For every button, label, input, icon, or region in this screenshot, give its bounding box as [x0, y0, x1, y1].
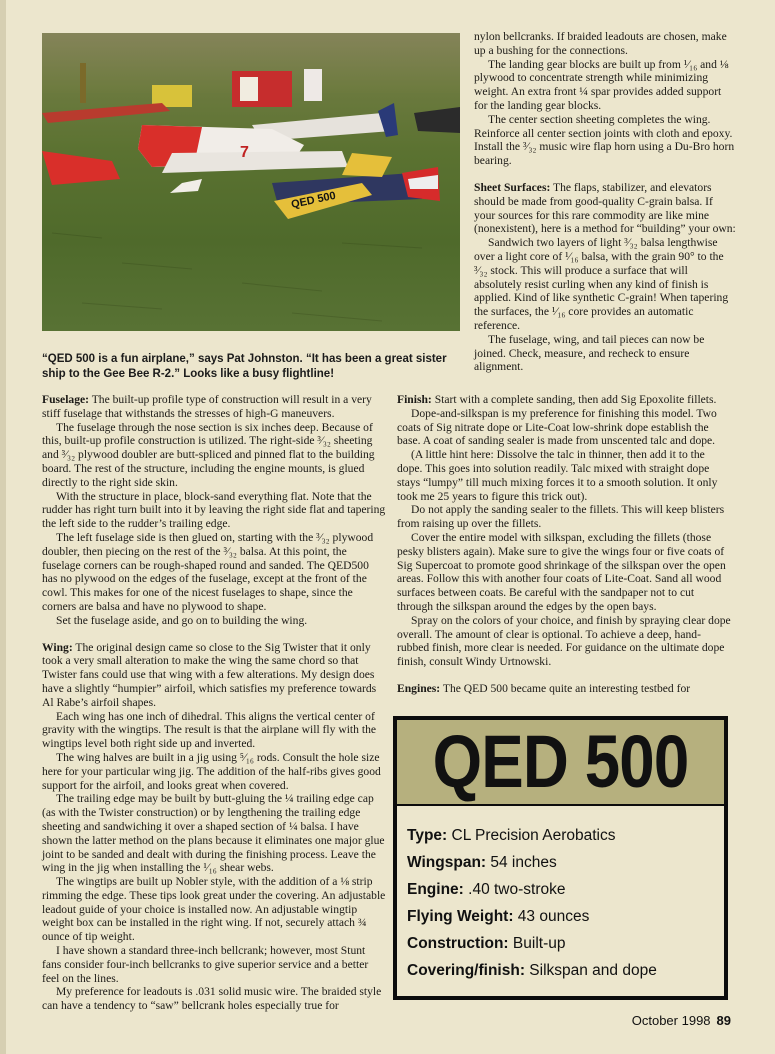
- spec-value: Silkspan and dope: [524, 962, 657, 979]
- spec-key: Flying Weight:: [407, 908, 514, 925]
- spec-list: [397, 806, 724, 996]
- paragraph: The landing gear blocks are built up from ¹⁄₁₆ and ⅛ plywood to concentrate strength while minimizing weight. An extra front ¼ spar provides added support for the landing gear blocks.: [474, 57, 729, 112]
- flightline-photo: [42, 33, 460, 331]
- photo-caption: “QED 500 is a fun airplane,” says Pat Johnston. “It has been a great sister ship to the Gee Bee R-2.” Looks like a busy flightline!: [42, 353, 447, 380]
- paragraph: My preference for leadouts is .031 solid music wire. The braided style can have a tendency to “saw” bellcrank holes especially true for: [42, 985, 382, 1013]
- paragraph: The flaps, stabilizer, and elevators should be made from good-quality C-grain balsa. If your sources for this rare commodity are like mine (nonexistent), here is a method for “building” your own:: [474, 180, 736, 236]
- spec-value: Built-up: [508, 935, 566, 952]
- page-edge: [0, 0, 6, 1054]
- paragraph: Sandwich two layers of light ³⁄₃₂ balsa lengthwise over a light core of ¹⁄₁₆ balsa, with the grain 90° to the ³⁄₃₂ stock. This will produce a surface that will absolutely resist curling when any kind of finish is applied. Kind of like synthetic C-grain! When tapering the surfaces, the ¹⁄₁₆ core provides an automatic reference.: [474, 236, 729, 332]
- spec-key: Wingspan:: [407, 854, 487, 871]
- fuselage-section: [42, 393, 387, 421]
- page-footer: [632, 1013, 731, 1028]
- spec-row-engine: [407, 876, 724, 903]
- plane-name-label: QED 500: [290, 189, 337, 211]
- paragraph: The fuselage through the nose section is six inches deep. Because of this, built-up profile construction is utilized. The right-side ³⁄₃₂ sheeting and ³⁄₃₂ plywood doubler are butt-spliced and pinned flat to the building board. The rest of the structure, including the engine mounts, is glued directly to the right side skin.: [42, 420, 375, 489]
- spec-row-construction: [407, 930, 724, 957]
- paragraph: The fuselage, wing, and tail pieces can now be joined. Check, measure, and recheck to ensure alignment.: [474, 332, 705, 374]
- finish-section: [397, 393, 732, 407]
- paragraph: The wing halves are built in a jig using ⁵⁄₁₆ rods. Consult the hole size here for your particular wing jig. The addition of the half-ribs gives good support for the airfoil, and looks great when covered.: [42, 750, 381, 792]
- paragraph: With the structure in place, block-sand everything flat. Note that the rudder has right turn built into it by leaving the right side flat and tapering the left side to the rudder’s trailing edge.: [42, 489, 386, 531]
- paragraph: The QED 500 became quite an interesting testbed for: [440, 681, 691, 695]
- engines-section: [397, 682, 732, 696]
- spec-key: Construction:: [407, 935, 509, 952]
- paragraph: The trailing edge may be built by butt-gluing the ¼ trailing edge cap (as with the Twister construction) or by lengthening the trailing edge sheeting and sandwiching it over a shaped section of ¼ balsa. I have shown the latter method on the plans because it eliminates one major glue joint to be sanded and dealt with during the finishing process. Leave the wing in the jig when installing the ¹⁄₁₆ shear webs.: [42, 792, 385, 875]
- spec-key: Type:: [407, 827, 448, 844]
- spec-title: QED 500: [432, 720, 689, 803]
- spec-row-wingspan: [407, 849, 724, 876]
- spec-row-covering: [407, 957, 724, 984]
- paragraph: Cover the entire model with silkspan, excluding the fillets (those pesky blisters again). Make sure to give the wings four or five coats of Sig Supercoat to promote good shrinkage of the silkspan over the open areas. Follow this with another four coats of Lite-Coat. Sand all wood surfaces between coats. Be careful with the sandpaper not to cut through the silkspan around the edges by the open bays.: [397, 530, 726, 613]
- page-number: 89: [716, 1013, 731, 1028]
- paragraph: Start with a complete sanding, then add Sig Epoxolite fillets.: [431, 393, 717, 406]
- spec-value: 54 inches: [486, 854, 557, 871]
- spec-value: CL Precision Aerobatics: [447, 827, 616, 844]
- spec-row-type: [407, 822, 724, 849]
- spec-row-weight: [407, 903, 724, 930]
- paragraph: The wingtips are built up Nobler style, with the addition of a ⅛ strip rimming the edge. These tips look great under the covering. An adjustable leadout guide of your choice is installed now. An adjustable wingtip weight box can be installed in the right wing. If not, securely attach ¾ ounce of tip weight.: [42, 875, 386, 944]
- plane-number-label: 7: [240, 144, 249, 161]
- issue-date: October 1998: [631, 1013, 711, 1028]
- column-top-right: [474, 30, 736, 374]
- section-heading: Wing:: [42, 640, 73, 654]
- section-heading: Fuselage:: [42, 393, 90, 406]
- spec-value: 43 ounces: [513, 908, 590, 925]
- spec-box: [393, 716, 728, 1000]
- paragraph: (A little hint here: Dissolve the talc in thinner, then add it to the dope. This goes into solution readily. Talc mixed with straight dope stays “lumpy” till much mixing forces it to a smooth solution. It only took me 25 years to figure this trick out).: [397, 448, 718, 503]
- paragraph: Each wing has one inch of dihedral. This aligns the vertical center of gravity with the wingtips. The result is that the airplane will fly with the wingtips level both right side up and inverted.: [42, 709, 377, 751]
- spec-header: [397, 720, 724, 804]
- section-heading: Engines:: [397, 681, 441, 695]
- section-heading: Finish:: [397, 393, 432, 406]
- paragraph: The center section sheeting completes the wing. Reinforce all center section joints with cloth and epoxy. Install the ³⁄₃₂ music wire flap horn using a Du-Bro horn bearing.: [474, 112, 735, 168]
- flightline-photo-art: [42, 33, 460, 331]
- paragraph: Do not apply the sanding sealer to the fillets. This will keep blisters from raising up over the fillets.: [397, 503, 725, 531]
- spec-key: Covering/finish:: [407, 962, 525, 979]
- column-left: [42, 393, 387, 1013]
- paragraph: Set the fuselage aside, and go on to building the wing.: [56, 613, 308, 627]
- section-heading: Sheet Surfaces:: [474, 180, 551, 194]
- paragraph: The left fuselage side is then glued on, starting with the ³⁄₃₂ plywood doubler, then piecing on the rest of the ³⁄₃₂ balsa. At this point, the fuselage corners can be rough-shaped round and sanded. The QED500 has no plywood on the edges of the fuselage, except at the front of the cowl. This makes for one of the nicest fuselages to shape, since the corners are balsa and have no plywood to shape.: [42, 530, 374, 613]
- paragraph: The original design came so close to the Sig Twister that it only took a very small alteration to make the wing the same chord so that Twister fans could use that wing with a few alterations. My design does have a slightly “humpier” airfoil, which satisfies my preference towards Al Rabe’s airfoil shapes.: [42, 640, 377, 709]
- paragraph: nylon bellcranks. If braided leadouts are chosen, make up a bushing for the connections.: [474, 30, 727, 57]
- column-right: [397, 393, 732, 696]
- paragraph: The built-up profile type of construction will result in a very stiff fuselage that withstands the stresses of high-G maneuvers.: [42, 393, 372, 420]
- spec-value: .40 two-stroke: [463, 881, 566, 898]
- paragraph: I have shown a standard three-inch bellcrank; however, most Stunt fans consider four-inch bellcranks to give superior service and a better feel on the lines.: [42, 944, 369, 985]
- paragraph: Spray on the colors of your choice, and finish by spraying clear dope overall. The amount of clear is optional. To achieve a deep, hand-rubbed finish, more clear is needed. For guidance on the ultimate dope finish, consult Windy Urtnowski.: [397, 613, 731, 669]
- sheet-surfaces-section: [474, 181, 736, 236]
- wing-section: [42, 641, 387, 710]
- paragraph: Dope-and-silkspan is my preference for finishing this model. Two coats of Sig nitrate dope or Lite-Coat low-shrink dope establish the base. A coat of sanding sealer is made from unscented talc and dope.: [397, 406, 717, 448]
- spec-key: Engine:: [407, 881, 464, 898]
